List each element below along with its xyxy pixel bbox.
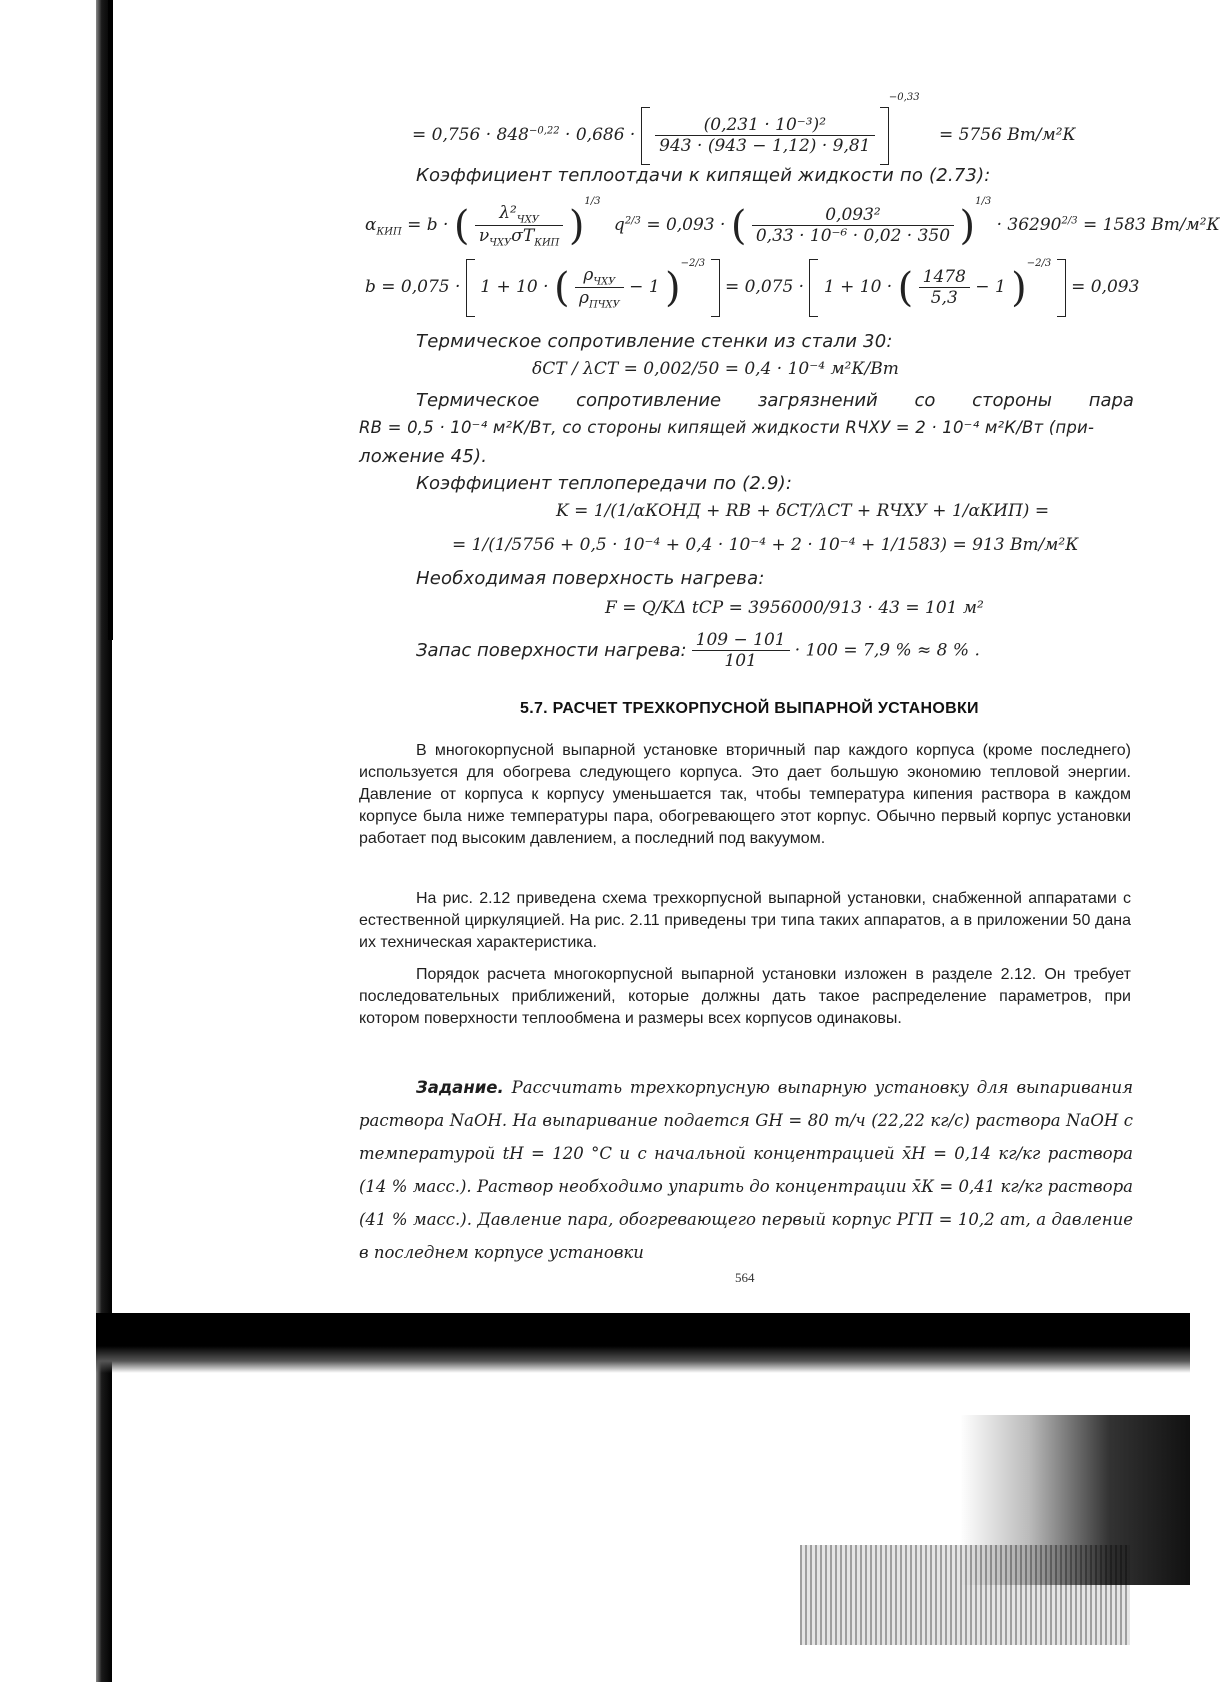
text-word: Термическое bbox=[416, 390, 540, 411]
formula-part: λ² bbox=[499, 202, 517, 223]
formula-alpha-kip bbox=[365, 196, 1220, 248]
formula-exponent: 2/3 bbox=[1061, 215, 1078, 227]
formula-exponent: 2/3 bbox=[624, 215, 641, 227]
fouling-line-1 bbox=[416, 390, 1134, 411]
formula-part: · 0,686 · bbox=[565, 125, 636, 145]
fraction-denominator: 943 · (943 − 1,12) · 9,81 bbox=[659, 136, 871, 156]
formula-result: = 5756 Вт/м²К bbox=[938, 125, 1076, 145]
section-heading: 5.7. РАСЧЕТ ТРЕХКОРПУСНОЙ ВЫПАРНОЙ УСТАНОВКИ bbox=[520, 700, 979, 717]
formula-k-2: = 1/(1/5756 + 0,5 · 10⁻⁴ + 0,4 · 10⁻⁴ + 2 · 10⁻⁴ + 1/1583) = 913 Вт/м²К bbox=[452, 535, 1079, 555]
fouling-line-3: ложение 45). bbox=[359, 446, 488, 467]
paren-right: ) bbox=[1011, 264, 1027, 311]
formula-part: = 0,075 · bbox=[724, 277, 805, 297]
formula-wall: δСТ / λСТ = 0,002/50 = 0,4 · 10⁻⁴ м²К/Вт bbox=[532, 359, 899, 379]
page-number: 564 bbox=[735, 1270, 755, 1285]
paragraph: Порядок расчета многокорпусной выпарной установки изложен в разделе 2.12. Он требует последовательных приближений, которые должны дать такое распределение параметров, при котором поверхности теплообмена и размеры всех корпусов одинаковы. bbox=[359, 966, 1131, 1027]
reserve-result: · 100 = 7,9 % ≈ 8 % . bbox=[794, 640, 980, 661]
formula-part: α bbox=[365, 215, 377, 235]
scan-noise bbox=[800, 1545, 1130, 1645]
k-label: Коэффициент теплопередачи по (2.9): bbox=[416, 473, 793, 494]
formula-part: b = 0,075 · bbox=[365, 277, 461, 297]
formula-exponent: −2/3 bbox=[680, 258, 706, 269]
paragraph: В многокорпусной выпарной установке вторичный пар каждого корпуса (кроме последнего) используется для обогрева следующего корпуса. Это дает большую экономию тепловой энергии. Давление от корпуса к корпусу уменьшается так, чтобы температура кипения раствора в каждом корпусе была ниже температуры пара, обогревающего этот корпус. Обычно первый корпус установки работает под высоким давлением, а последний под вакуумом. bbox=[359, 742, 1131, 847]
formula-k-1: K = 1/(1/αКОНД + RВ + δСТ/λСТ + RЧХУ + 1/αКИП) = bbox=[556, 501, 1050, 521]
formula-f: F = Q/KΔ tСР = 3956000/913 · 43 = 101 м² bbox=[605, 598, 984, 618]
formula-fraction bbox=[752, 205, 954, 246]
formula-part: · 36290 bbox=[996, 215, 1062, 235]
fraction-denominator: 101 bbox=[724, 651, 757, 671]
bracket-left bbox=[809, 259, 818, 317]
alpha-kip-label: Коэффициент теплоотдачи к кипящей жидкости по (2.73): bbox=[416, 165, 991, 186]
formula-part: ρ bbox=[583, 264, 594, 285]
f-label: Необходимая поверхность нагрева: bbox=[416, 568, 765, 589]
scan-dark-edge-inner bbox=[108, 0, 113, 640]
formula-exponent: 1/3 bbox=[975, 196, 992, 207]
fraction-denominator: 0,33 · 10⁻⁶ · 0,02 · 350 bbox=[755, 226, 951, 246]
text-word: загрязнений bbox=[757, 390, 878, 411]
paren-left: ( bbox=[730, 202, 747, 249]
paragraph: На рис. 2.12 приведена схема трехкорпусной выпарной установки, снабженной аппаратами с естественной циркуляцией. На рис. 2.11 приведены три типа таких аппаратов, а в приложении 50 дана их техническая характеристика. bbox=[359, 890, 1131, 951]
bracket-right bbox=[711, 259, 720, 317]
formula-part: = 0,756 · 848 bbox=[412, 125, 529, 145]
bracket-left bbox=[466, 259, 475, 317]
formula-part: ρ bbox=[578, 288, 589, 308]
bracket-left bbox=[641, 107, 650, 165]
paren-right: ) bbox=[665, 264, 681, 311]
paren-right: ) bbox=[568, 202, 585, 249]
fraction-denominator: 5,3 bbox=[930, 288, 958, 308]
formula-fraction bbox=[475, 203, 564, 249]
formula-part: 1 + 10 · bbox=[823, 277, 893, 297]
formula-alpha-kond bbox=[412, 92, 1076, 165]
task-label: Задание. bbox=[416, 1078, 504, 1097]
formula-subscript: ЧХУ bbox=[489, 237, 512, 249]
formula-fraction bbox=[919, 267, 970, 308]
formula-exponent: 1/3 bbox=[584, 196, 601, 207]
formula-fraction bbox=[575, 265, 624, 311]
formula-subscript: КИП bbox=[376, 226, 402, 238]
formula-subscript: КИП bbox=[534, 237, 560, 249]
formula-subscript: ПЧХУ bbox=[588, 299, 620, 311]
fouling-line-2: RВ = 0,5 · 10⁻⁴ м²К/Вт, со стороны кипящей жидкости RЧХУ = 2 · 10⁻⁴ м²К/Вт (при- bbox=[359, 418, 1095, 437]
formula-exponent: −0,33 bbox=[888, 92, 920, 103]
formula-fraction bbox=[655, 115, 874, 156]
fraction-numerator: 0,093² bbox=[752, 205, 954, 226]
paren-left: ( bbox=[897, 264, 914, 311]
fraction-numerator: (0,231 · 10⁻³)² bbox=[655, 115, 874, 136]
scan-shadow-band bbox=[96, 1313, 1190, 1373]
bracket-right bbox=[880, 107, 889, 165]
formula-part: ν bbox=[478, 226, 490, 246]
fraction-numerator bbox=[575, 265, 624, 288]
formula-subscript: ЧХУ bbox=[516, 214, 539, 225]
formula-result: = 0,093 bbox=[1071, 277, 1140, 297]
fraction-numerator: 1478 bbox=[919, 267, 970, 288]
fraction-numerator bbox=[475, 203, 564, 226]
paren-left: ( bbox=[553, 264, 570, 311]
formula-part: = 0,093 · bbox=[646, 215, 726, 235]
paren-left: ( bbox=[453, 202, 470, 249]
formula-part: σT bbox=[511, 226, 535, 246]
formula-b bbox=[365, 258, 1139, 317]
fraction-denominator bbox=[475, 226, 564, 248]
formula-exponent: −2/3 bbox=[1026, 258, 1052, 269]
formula-part: = b · bbox=[407, 215, 449, 235]
text-word: со bbox=[914, 390, 936, 411]
formula-result: = 1583 Вт/м²К bbox=[1082, 215, 1220, 235]
paren-right: ) bbox=[959, 202, 976, 249]
reserve-label: Запас поверхности нагрева: bbox=[416, 640, 687, 661]
text-word: пара bbox=[1088, 390, 1134, 411]
scan-bottom-shadow-region bbox=[96, 655, 1190, 1682]
wall-label: Термическое сопротивление стенки из стали 30: bbox=[416, 331, 893, 352]
task-text: Рассчитать трехкорпусную выпарную установку для выпаривания раствора NaOH. На выпаривание подается GН = 80 т/ч (22,22 кг/с) раствора NaOH с температурой tН = 120 °С и с начальной концентрацией x̄Н = 0,14 кг/кг раствора (14 % масс.). Раствор необходимо упарить до концентрации x̄К = 0,41 кг/кг раствора (41 % масс.). Давление пара, обогревающего первый корпус PГП = 10,2 ат, а давление в последнем корпусе установки bbox=[359, 1078, 1133, 1262]
formula-part: 1 + 10 · bbox=[480, 277, 549, 297]
formula-part: − 1 bbox=[975, 277, 1006, 297]
text-word: сопротивление bbox=[576, 390, 722, 411]
bracket-right bbox=[1057, 259, 1066, 317]
formula-part: − 1 bbox=[629, 277, 660, 297]
formula-subscript: ЧХУ bbox=[593, 276, 616, 287]
fraction-numerator: 109 − 101 bbox=[692, 630, 790, 651]
formula-part: q bbox=[613, 215, 625, 235]
text-word: стороны bbox=[972, 390, 1052, 411]
fraction-denominator bbox=[575, 288, 624, 310]
formula-exponent: −0,22 bbox=[528, 125, 560, 137]
